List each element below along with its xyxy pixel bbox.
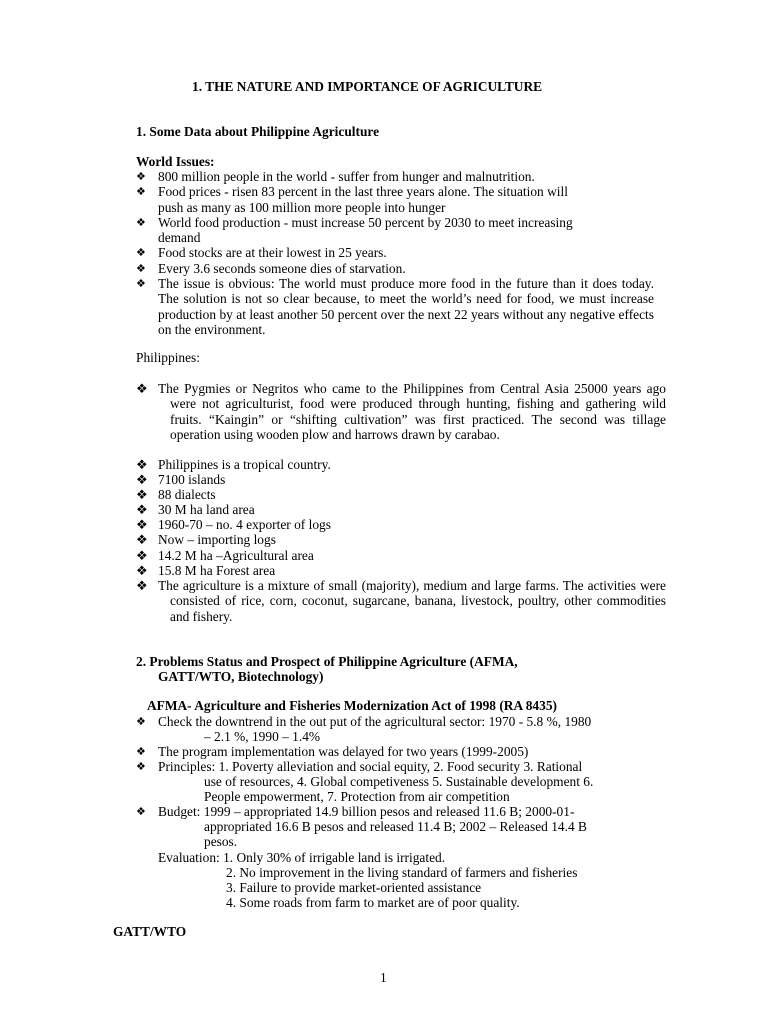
list-item-continuation: appropriated 16.6 B pesos and released 11.4 B; 2002 – Released 14.4 B	[204, 819, 587, 834]
diamond-bullet-icon: ❖	[136, 247, 146, 259]
diamond-bullet-icon: ❖	[136, 517, 148, 532]
diamond-bullet-icon: ❖	[136, 217, 146, 229]
list-item-continuation: – 2.1 %, 1990 – 1.4%	[204, 729, 321, 744]
list-item: 1960-70 – no. 4 exporter of logs	[158, 517, 331, 532]
list-item: The Pygmies or Negritos who came to the Philippines from Central Asia 25000 years ago were not agriculturist, food were produced through hunting, fishing and gathering wild fruits. “Kaingin” or “shifting cultivation” was first practiced. The second was tillage operation using wooden plow and harrows drawn by carabao.	[158, 381, 666, 443]
diamond-bullet-icon: ❖	[136, 457, 148, 472]
list-item-continuation: push as many as 100 million more people into hunger	[158, 200, 446, 215]
diamond-bullet-icon: ❖	[136, 532, 148, 547]
diamond-bullet-icon: ❖	[136, 578, 148, 593]
diamond-bullet-icon: ❖	[136, 472, 148, 487]
afma-heading: AFMA- Agriculture and Fisheries Modernization Act of 1998 (RA 8435)	[147, 698, 557, 713]
diamond-bullet-icon: ❖	[136, 381, 148, 396]
list-item: Budget: 1999 – appropriated 14.9 billion pesos and released 11.6 B; 2000-01-	[158, 804, 575, 819]
list-item: Philippines is a tropical country.	[158, 457, 331, 472]
list-item: 30 M ha land area	[158, 502, 255, 517]
list-item: Principles: 1. Poverty alleviation and social equity, 2. Food security 3. Rational	[158, 759, 583, 774]
diamond-bullet-icon: ❖	[136, 487, 148, 502]
list-item: Food prices - risen 83 percent in the last three years alone. The situation will	[158, 184, 568, 199]
list-item: The program implementation was delayed for two years (1999-2005)	[158, 744, 529, 759]
diamond-bullet-icon: ❖	[136, 278, 146, 290]
gatt-wto-heading: GATT/WTO	[113, 924, 187, 939]
evaluation-label: Evaluation: 1. Only 30% of irrigable land is irrigated.	[158, 850, 446, 865]
evaluation-item: 4. Some roads from farm to market are of poor quality.	[226, 895, 520, 910]
list-item: 14.2 M ha –Agricultural area	[158, 548, 314, 563]
section-1-heading: 1. Some Data about Philippine Agriculture	[136, 124, 380, 139]
section-2-heading: 2. Problems Status and Prospect of Philippine Agriculture (AFMA,	[136, 654, 518, 669]
evaluation-item: 2. No improvement in the living standard of farmers and fisheries	[226, 865, 578, 880]
list-item: 15.8 M ha Forest area	[158, 563, 276, 578]
list-item-continuation: use of resources, 4. Global competiveness 5. Sustainable development 6.	[204, 774, 594, 789]
diamond-bullet-icon: ❖	[136, 548, 148, 563]
diamond-bullet-icon: ❖	[136, 263, 146, 275]
list-item: Check the downtrend in the out put of the agricultural sector: 1970 - 5.8 %, 1980	[158, 714, 592, 729]
list-item: Every 3.6 seconds someone dies of starvation.	[158, 261, 406, 276]
list-item: 88 dialects	[158, 487, 216, 502]
list-item-continuation: People empowerment, 7. Protection from air competition	[204, 789, 510, 804]
diamond-bullet-icon: ❖	[136, 186, 146, 198]
evaluation-item: 3. Failure to provide market-oriented assistance	[226, 880, 482, 895]
diamond-bullet-icon: ❖	[136, 563, 148, 578]
list-item-continuation: demand	[158, 230, 201, 245]
world-issues-label: World Issues:	[136, 154, 215, 169]
section-2-heading-continuation: GATT/WTO, Biotechnology)	[158, 669, 324, 684]
page-title: 1. THE NATURE AND IMPORTANCE OF AGRICULTURE	[192, 79, 543, 94]
list-item: World food production - must increase 50 percent by 2030 to meet increasing	[158, 215, 573, 230]
list-item: 7100 islands	[158, 472, 226, 487]
list-item: Food stocks are at their lowest in 25 years.	[158, 245, 387, 260]
diamond-bullet-icon: ❖	[136, 716, 146, 728]
philippines-label: Philippines:	[136, 350, 200, 365]
list-item: Now – importing logs	[158, 532, 276, 547]
diamond-bullet-icon: ❖	[136, 171, 146, 183]
diamond-bullet-icon: ❖	[136, 746, 146, 758]
page-number: 1	[380, 970, 387, 985]
list-item: 800 million people in the world - suffer from hunger and malnutrition.	[158, 169, 535, 184]
list-item-continuation: pesos.	[204, 834, 238, 849]
diamond-bullet-icon: ❖	[136, 502, 148, 517]
list-item: The issue is obvious: The world must produce more food in the future than it does today. The solution is not so clear because, to meet the world’s need for food, we must increase production by at least another 50 percent over the next 22 years without any negative effects on the environment.	[158, 276, 654, 338]
diamond-bullet-icon: ❖	[136, 761, 146, 773]
list-item: The agriculture is a mixture of small (majority), medium and large farms. The activities were consisted of rice, corn, coconut, sugarcane, banana, livestock, poultry, other commodities and fishery.	[158, 578, 666, 624]
diamond-bullet-icon: ❖	[136, 806, 146, 818]
